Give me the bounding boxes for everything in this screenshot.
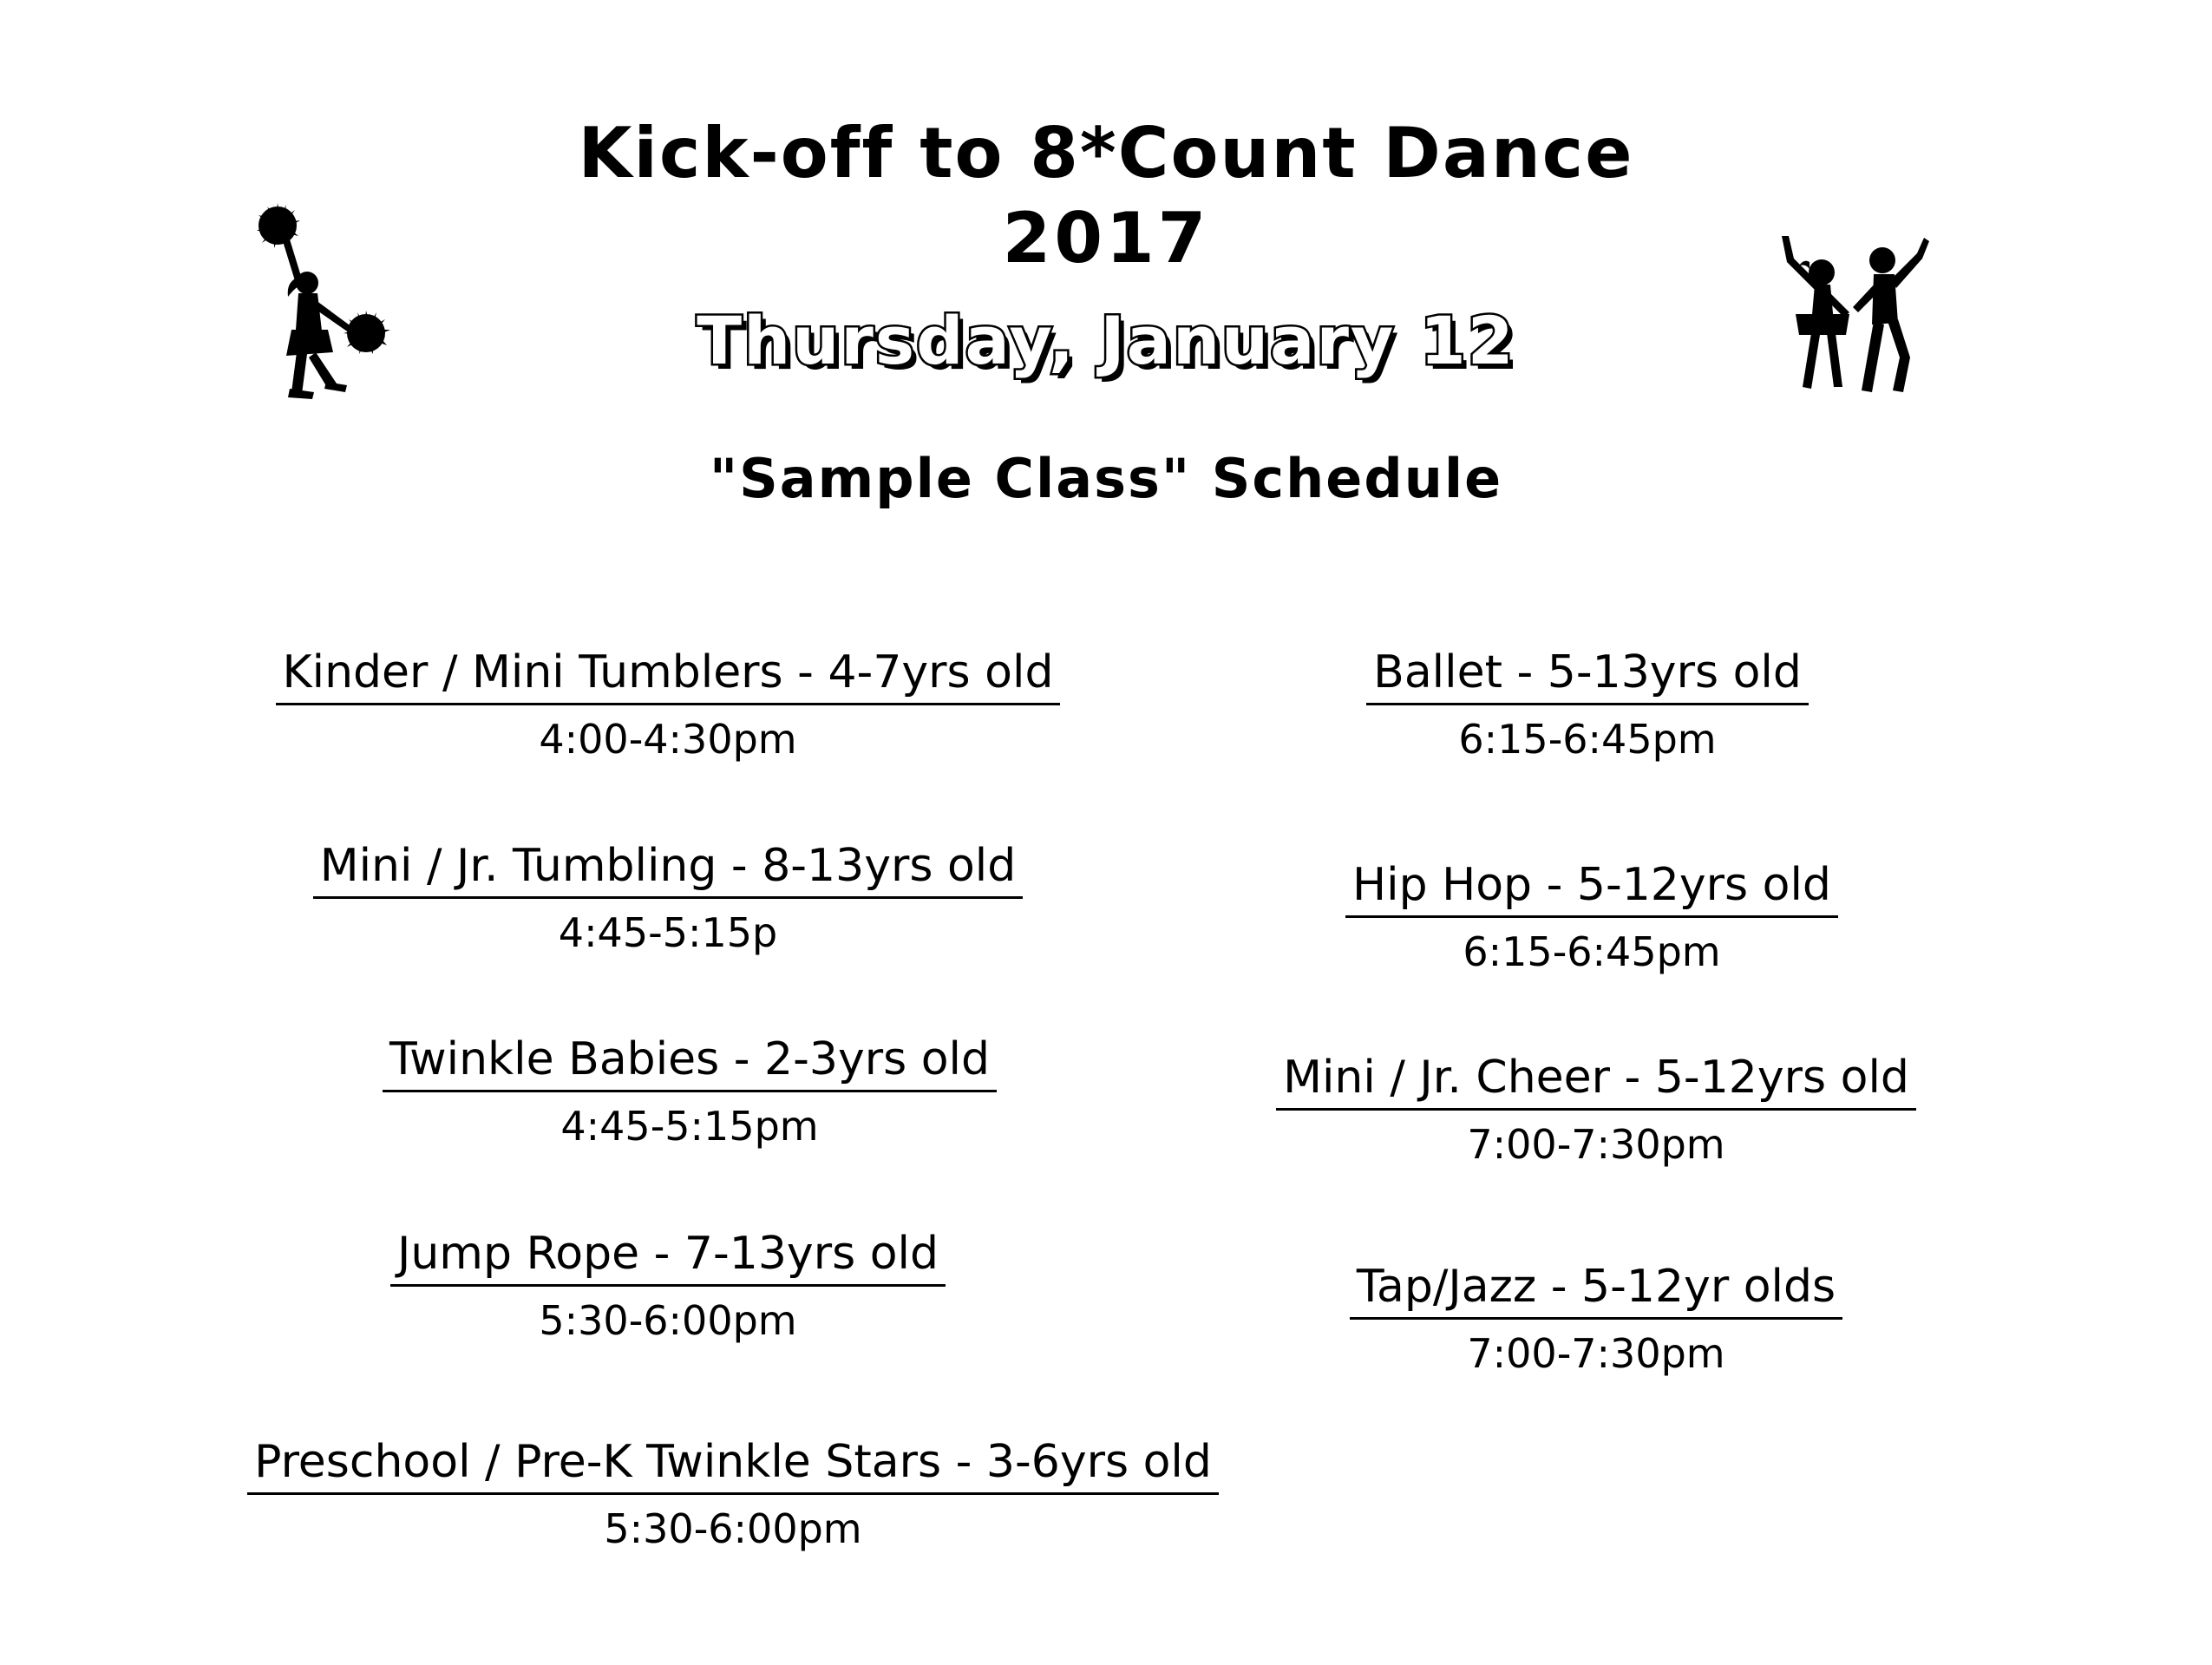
class-time: 6:15-6:45pm: [1458, 716, 1717, 763]
class-item: [390, 1223, 946, 1349]
class-item: [252, 642, 1084, 768]
class-name: Mini / Jr. Tumbling - 8-13yrs old: [313, 836, 1024, 899]
class-item: [182, 1432, 1284, 1557]
page-title: Kick-off to 8*Count Dance: [578, 113, 1634, 193]
schedule-heading: "Sample Class" Schedule: [709, 447, 1503, 510]
event-date: Thursday, January 12: [697, 302, 1515, 379]
dancers-silhouette-icon: [1770, 227, 1943, 401]
class-name: Tap/Jazz - 5-12yr olds: [1350, 1256, 1842, 1320]
class-name: Jump Rope - 7-13yrs old: [390, 1223, 946, 1287]
title-year: 2017: [1002, 198, 1210, 279]
class-item: [1223, 1047, 1969, 1173]
class-time: 4:00-4:30pm: [539, 716, 797, 763]
class-name: Mini / Jr. Cheer - 5-12yrs old: [1276, 1047, 1916, 1111]
class-item: [286, 836, 1050, 961]
class-name: Preschool / Pre-K Twinkle Stars - 3-6yrs old: [247, 1432, 1219, 1495]
cheerleader-silhouette-icon: [243, 200, 399, 408]
class-item: [373, 1029, 1006, 1155]
class-name: Ballet - 5-13yrs old: [1366, 642, 1809, 705]
class-time: 7:00-7:30pm: [1467, 1330, 1725, 1377]
class-time: 4:45-5:15p: [558, 909, 778, 956]
class-time: 5:30-6:00pm: [539, 1297, 797, 1344]
class-item: [1319, 855, 1865, 980]
class-time: 7:00-7:30pm: [1467, 1121, 1725, 1168]
class-time: 6:15-6:45pm: [1463, 928, 1721, 975]
class-name: Kinder / Mini Tumblers - 4-7yrs old: [276, 642, 1061, 705]
class-name: Hip Hop - 5-12yrs old: [1345, 855, 1838, 918]
class-name: Twinkle Babies - 2-3yrs old: [383, 1029, 997, 1092]
class-item: [1327, 642, 1848, 768]
class-time: 4:45-5:15pm: [560, 1103, 819, 1150]
class-time: 5:30-6:00pm: [604, 1505, 862, 1552]
class-item: [1301, 1256, 1891, 1382]
